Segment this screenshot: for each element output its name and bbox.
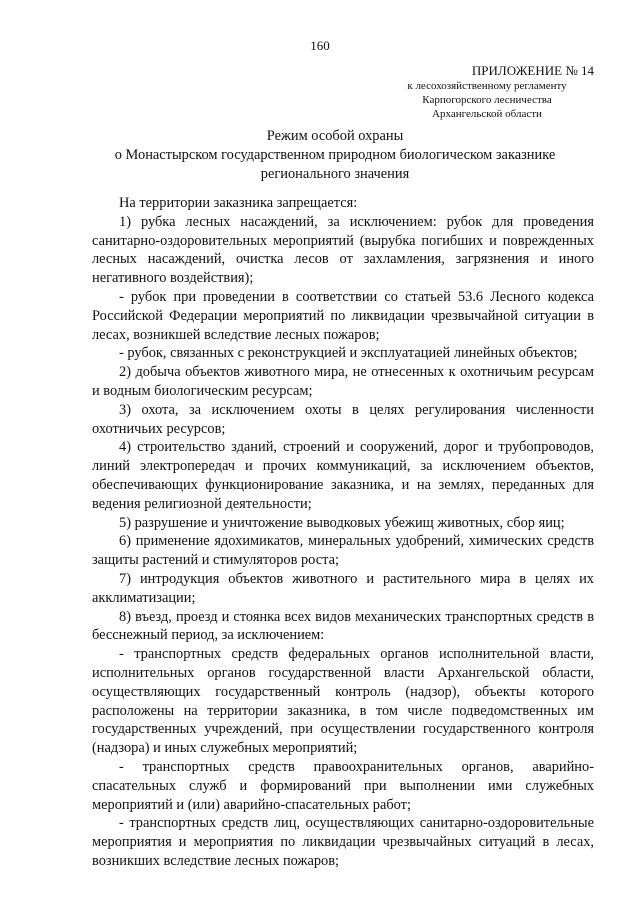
paragraph: 1) рубка лесных насаждений, за исключением: рубок для проведения санитарно-оздоровительных мероприятий (вырубка погибших и поврежденных лесных насаждений, очистка лесов от захламления, загрязнения и иного негативного воздействия); <box>92 213 594 287</box>
appendix-line: Архангельской области <box>432 108 542 120</box>
paragraph: 6) применение ядохимикатов, минеральных удобрений, химических средств защиты растений и стимуляторов роста; <box>92 533 594 569</box>
intro-paragraph: На территории заказника запрещается: <box>119 195 358 211</box>
paragraph: - рубок, связанных с реконструкцией и эксплуатацией линейных объектов; <box>119 345 578 362</box>
paragraph: 3) охота, за исключением охоты в целях регулирования численности охотничьих ресурсов; <box>92 401 594 437</box>
paragraph: 4) строительство зданий, строений и сооружений, дорог и трубопроводов, линий электропередач и прочих коммуникаций, за исключением объектов, обеспечивающих функционирование заказника, и на землях, переданных для ведения религиозной деятельности; <box>92 439 594 512</box>
paragraph: 2) добыча объектов животного мира, не отнесенных к охотничьим ресурсам и водным биологическим ресурсам; <box>92 364 594 399</box>
appendix-header <box>380 63 594 121</box>
paragraph: - транспортных средств федеральных органов исполнительной власти, исполнительных органов государственной власти Архангельской области, осуществляющих государственный контроль (надзор), объекты которого расположены на территории заказника, в том числе подведомственных им государственных учреждений, при осуществлении государственного контроля (надзора) и иных служебных мероприятий; <box>92 646 594 757</box>
paragraph: 7) интродукция объектов животного и растительного мира в целях их акклиматизации; <box>92 570 594 606</box>
appendix-title: ПРИЛОЖЕНИЕ № 14 <box>471 63 594 78</box>
heading-line: регионального значения <box>260 166 410 182</box>
appendix-line: Карпогорского лесничества <box>422 94 552 106</box>
paragraph: - транспортных средств лиц, осуществляющих санитарно-оздоровительные мероприятия и мероприятия по ликвидации чрезвычайных ситуаций в лесах, возникших вследствие лесных пожаров; <box>92 815 594 869</box>
page-number: 160 <box>310 38 330 53</box>
document-heading <box>100 127 570 184</box>
appendix-line: к лесохозяйственному регламенту <box>407 80 567 92</box>
paragraph: - транспортных средств правоохранительных органов, аварийно-спасательных служб и формирований при выполнении ими служебных мероприятий и (или) аварийно-спасательных работ; <box>92 758 594 813</box>
paragraph: - рубок при проведении в соответствии со статьей 53.6 Лесного кодекса Российской Федерации мероприятий по ликвидации чрезвычайной ситуации в лесах, возникшей вследствие лесных пожаров; <box>92 288 594 343</box>
paragraph: 5) разрушение и уничтожение выводковых убежищ животных, сбор яиц; <box>119 514 565 531</box>
document-body <box>92 194 594 871</box>
paragraph: 8) въезд, проезд и стоянка всех видов механических транспортных средств в бесснежный период, за исключением: <box>92 608 594 644</box>
heading-line: о Монастырском государственном природном биологическом заказнике <box>114 147 556 163</box>
heading-line: Режим особой охраны <box>266 128 404 144</box>
